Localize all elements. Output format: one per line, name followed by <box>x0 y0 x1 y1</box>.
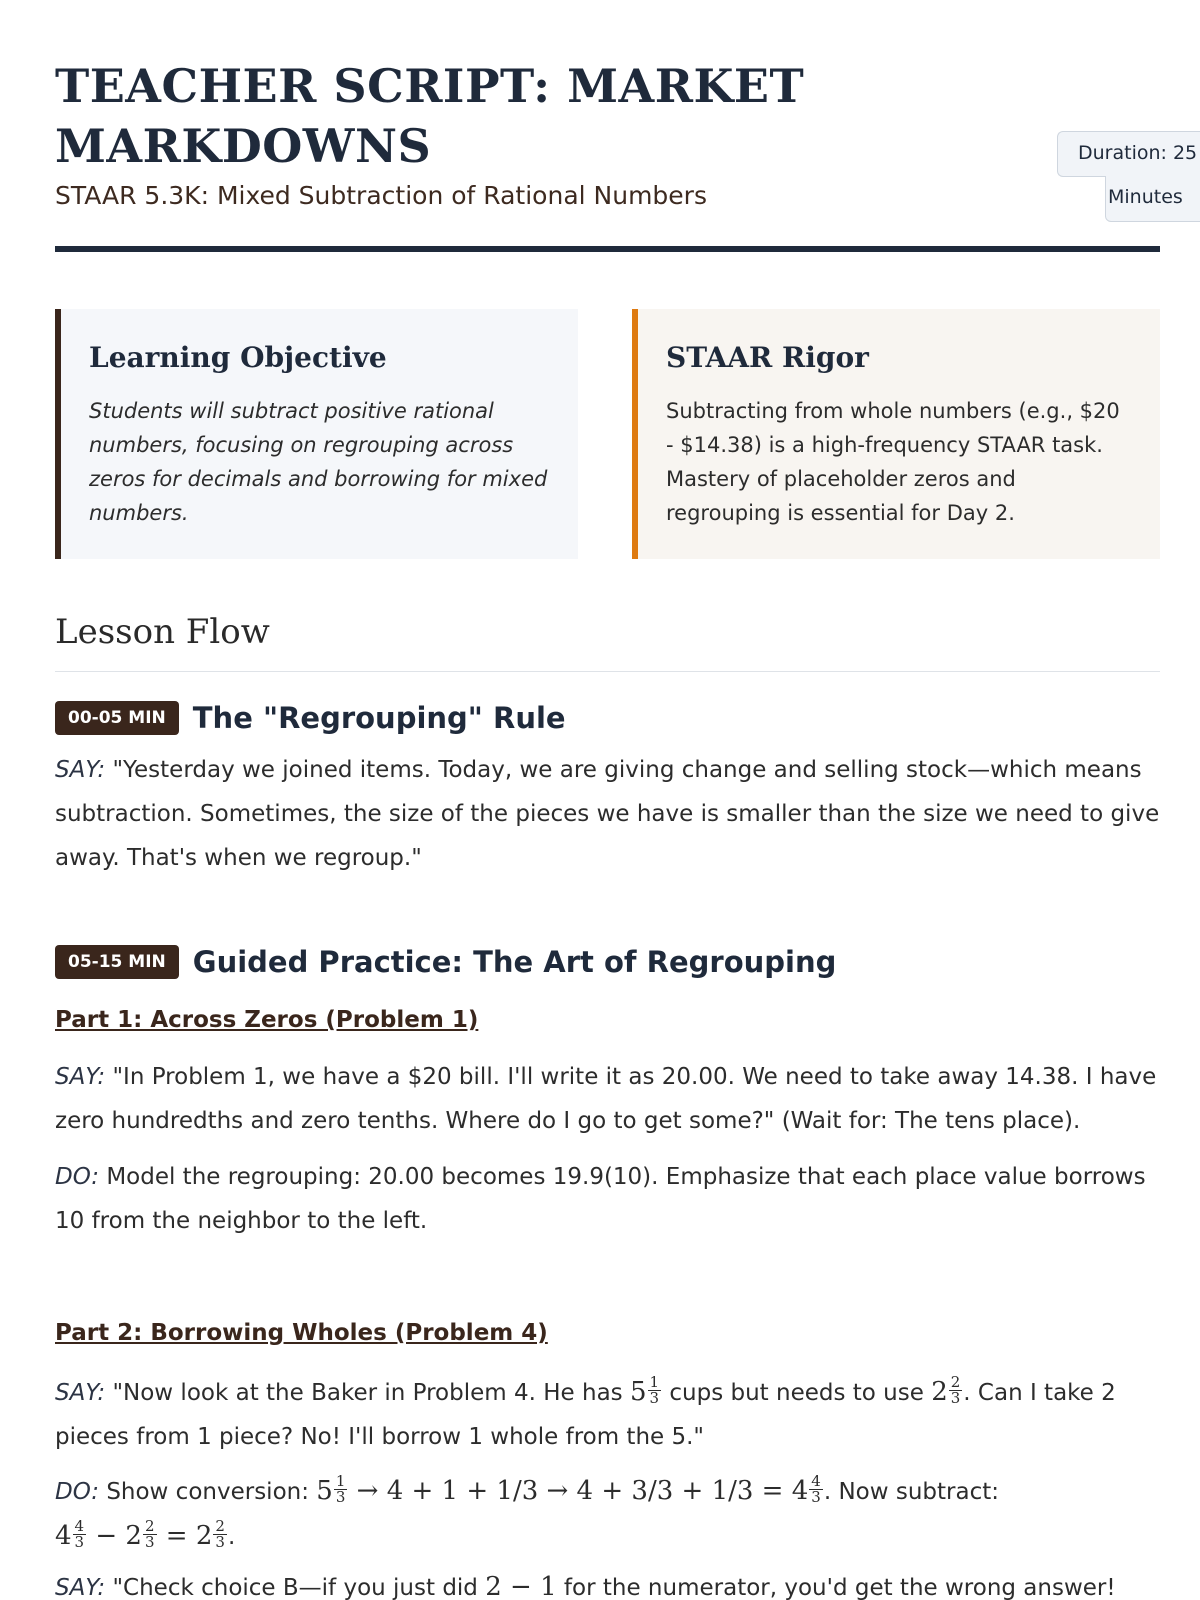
denominator: 3 <box>811 1487 821 1506</box>
mixed-number <box>125 1516 157 1551</box>
say-text-b: cups but needs to use <box>662 1380 932 1406</box>
denominator: 3 <box>74 1532 85 1551</box>
numerator: 2 <box>950 1372 961 1391</box>
mixed-number <box>55 1516 87 1551</box>
learning-objective-card <box>55 309 578 559</box>
part-1-body <box>55 1055 1165 1243</box>
do-text-a: Show conversion: <box>106 1479 317 1505</box>
page-subtitle: STAAR 5.3K: Mixed Subtraction of Rational Numbers <box>55 181 707 210</box>
period: . <box>227 1524 236 1550</box>
part-1-heading: Part 1: Across Zeros (Problem 1) <box>55 1007 479 1033</box>
fraction <box>949 1372 963 1407</box>
say-paragraph <box>55 1370 1165 1459</box>
numerator: 4 <box>811 1471 821 1490</box>
mixed-number <box>931 1372 963 1407</box>
fraction <box>143 1516 157 1551</box>
denominator: 3 <box>215 1532 225 1551</box>
numerator: 4 <box>74 1516 85 1535</box>
duration-unit: Minutes <box>1105 176 1200 222</box>
step-title: The "Regrouping" Rule <box>192 701 566 735</box>
staar-rigor-card <box>632 309 1160 559</box>
whole-part: 2 <box>931 1377 948 1407</box>
say-text-a: "Now look at the Baker in Problem 4. He has <box>112 1380 630 1406</box>
minus-sign: − <box>87 1521 126 1551</box>
numerator: 1 <box>649 1372 660 1391</box>
header <box>55 56 1198 210</box>
numerator: 1 <box>335 1471 346 1490</box>
part-2-body <box>55 1370 1165 1600</box>
part-2-heading: Part 2: Borrowing Wholes (Problem 4) <box>55 1320 548 1346</box>
lesson-flow-divider <box>55 671 1160 672</box>
denominator: 3 <box>649 1388 660 1407</box>
say2-text-a: "Check choice B—if you just did <box>112 1575 486 1600</box>
staar-rigor-text: Subtracting from whole numbers (e.g., $20 - $14.38) is a high-frequency STAAR task. Mastery of placeholder zeros and regrouping is essential for Day 2. <box>666 399 1120 525</box>
numerator: 2 <box>215 1516 225 1535</box>
learning-objective-text: Students will subtract positive rational numbers, focusing on regrouping across zeros for decimals and borrowing for mixed numbers. <box>89 399 548 525</box>
equals-sign: = <box>157 1521 196 1551</box>
whole-part: 4 <box>55 1521 72 1551</box>
do-paragraph <box>55 1469 1165 1559</box>
do-label: DO: <box>55 1479 99 1505</box>
step-title: Guided Practice: The Art of Regrouping <box>192 945 837 979</box>
whole-part: 4 <box>791 1476 809 1506</box>
lesson-flow-heading: Lesson Flow <box>55 612 270 652</box>
conversion-chain: → 4 + 1 + 1/3 → 4 + 3/3 + 1/3 = <box>348 1476 792 1506</box>
mixed-number <box>629 1372 662 1407</box>
denominator: 3 <box>144 1532 155 1551</box>
fraction <box>809 1471 823 1506</box>
whole-part: 5 <box>629 1377 647 1407</box>
say-label: SAY: <box>55 1575 106 1600</box>
page-title: TEACHER SCRIPT: MARKET MARKDOWNS <box>55 59 805 173</box>
mixed-number <box>791 1471 824 1506</box>
part-1-title <box>55 1005 1165 1035</box>
say-label: SAY: <box>55 1380 106 1406</box>
lesson-step-2 <box>55 944 1165 980</box>
fraction <box>334 1471 348 1506</box>
fraction <box>213 1516 227 1551</box>
do-text: Model the regrouping: 20.00 becomes 19.9(10). Emphasize that each place value borrows 10 from the neighbor to the left. <box>55 1164 1146 1234</box>
fraction <box>73 1516 87 1551</box>
say-paragraph <box>55 748 1165 880</box>
whole-part: 2 <box>195 1521 213 1551</box>
say-paragraph-2 <box>55 1565 1165 1600</box>
denominator: 3 <box>950 1388 961 1407</box>
lesson-step-1 <box>55 700 1165 880</box>
do-label: DO: <box>55 1164 99 1190</box>
do-text-b: . Now subtract: <box>823 1479 999 1505</box>
whole-part: 2 <box>125 1521 142 1551</box>
learning-objective-heading: Learning Objective <box>89 341 387 374</box>
do-paragraph <box>55 1155 1165 1243</box>
whole-part: 5 <box>316 1476 333 1506</box>
mixed-number <box>195 1516 228 1551</box>
mixed-number <box>316 1471 348 1506</box>
say2-text-b: for the numerator, you'd get the wrong answer! <box>556 1575 1116 1600</box>
step-header <box>55 700 1165 736</box>
say-text: "In Problem 1, we have a $20 bill. I'll write it as 20.00. We need to take away 14.38. I have zero hundredths and zero tenths. Where do I go to get some?" (Wait for: The tens place). <box>55 1064 1157 1134</box>
numerator-expression: 2 − 1 <box>485 1572 557 1600</box>
say-text: "Yesterday we joined items. Today, we are giving change and selling stock—which means subtraction. Sometimes, the size of the pieces we have is smaller than the size we need to give away. That's when we regroup." <box>55 757 1160 871</box>
say-paragraph <box>55 1055 1165 1143</box>
say-label: SAY: <box>55 1064 106 1090</box>
numerator: 2 <box>144 1516 155 1535</box>
staar-rigor-heading: STAAR Rigor <box>666 341 869 374</box>
duration-badge <box>1057 131 1200 221</box>
duration-label: Duration: 25 <box>1057 131 1200 177</box>
step-header <box>55 944 1165 980</box>
part-2-title <box>55 1318 1165 1348</box>
denominator: 3 <box>335 1487 346 1506</box>
say-text-c: . Can I take 2 pieces from 1 piece? No! I'll borrow 1 whole from the 5." <box>55 1380 1116 1450</box>
time-badge: 05-15 MIN <box>55 945 179 979</box>
fraction <box>648 1372 662 1407</box>
time-badge: 00-05 MIN <box>55 701 179 735</box>
say-label: SAY: <box>55 757 106 783</box>
header-divider <box>55 246 1160 252</box>
